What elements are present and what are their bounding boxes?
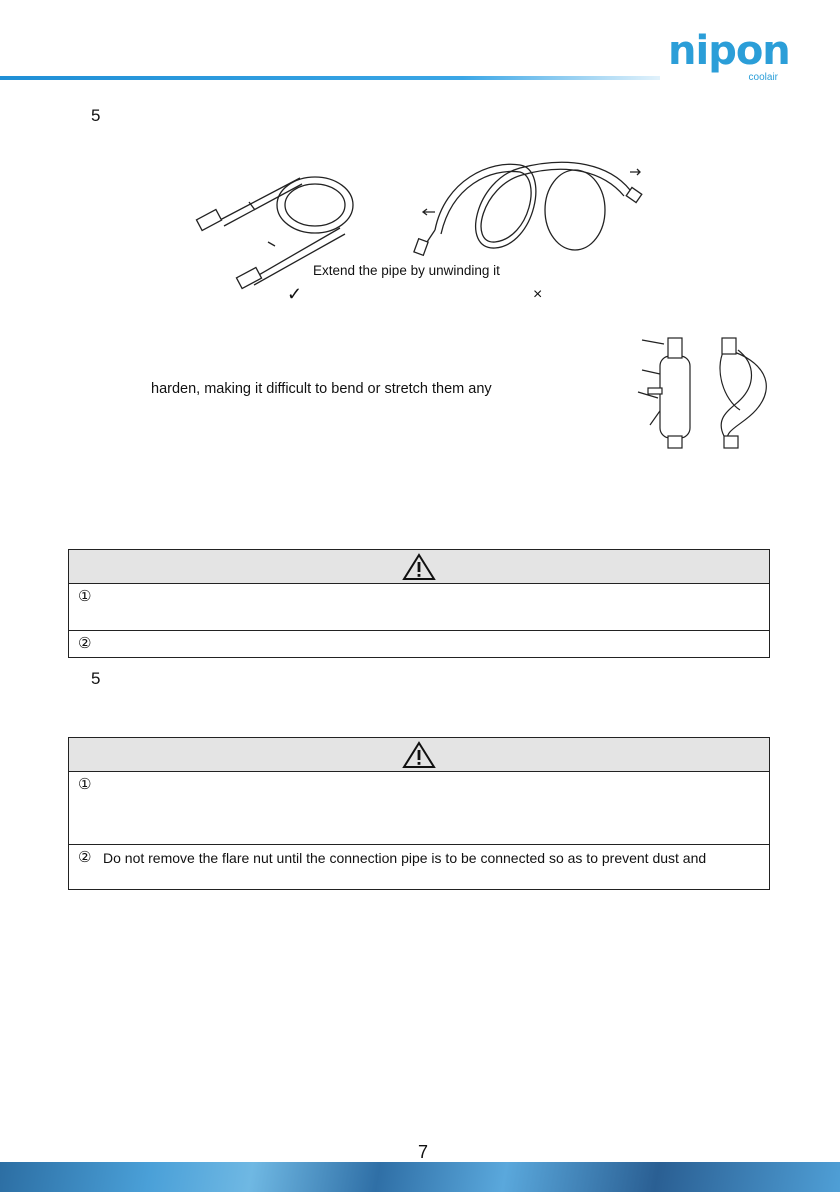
coil-loop-inner [285,184,345,226]
item-number: ① [78,775,92,793]
item-number: ① [78,587,92,605]
item-number: ② [78,634,92,652]
warning-triangle-icon [402,741,436,769]
warning-item [69,772,769,845]
warning-item [69,845,769,890]
warning-triangle-icon [402,553,436,581]
wrong-cross-icon: × [533,286,543,303]
page-number: 7 [418,1142,429,1162]
section-number: 5 [91,669,101,688]
header-rule [0,76,660,80]
item-number: ② [78,848,92,866]
warning-item [69,631,769,658]
brand-logo [668,28,790,88]
body-paragraph: harden, making it difficult to bend or stretch them any [151,381,492,397]
coil-loop-outer [277,177,353,233]
logo-tagline: coolair [748,72,778,83]
footer-band [0,1162,840,1192]
correct-checkmark-icon: ✓ [287,284,303,304]
item-text: Do not remove the flare nut until the connection pipe is to be connected so as to prevent dust and [103,850,707,866]
insulated-pipe-illustration [628,330,788,455]
logo-wordmark: nipon [668,28,790,74]
pipe-unwinding-illustration [190,150,660,310]
warning-box [68,549,770,658]
warning-box [68,737,770,890]
warning-header [69,550,769,584]
warning-item [69,584,769,631]
warning-header [69,738,769,772]
figure-caption: Extend the pipe by unwinding it [313,263,500,278]
section-number: 5 [91,106,101,125]
pipe-insulation [660,356,690,438]
